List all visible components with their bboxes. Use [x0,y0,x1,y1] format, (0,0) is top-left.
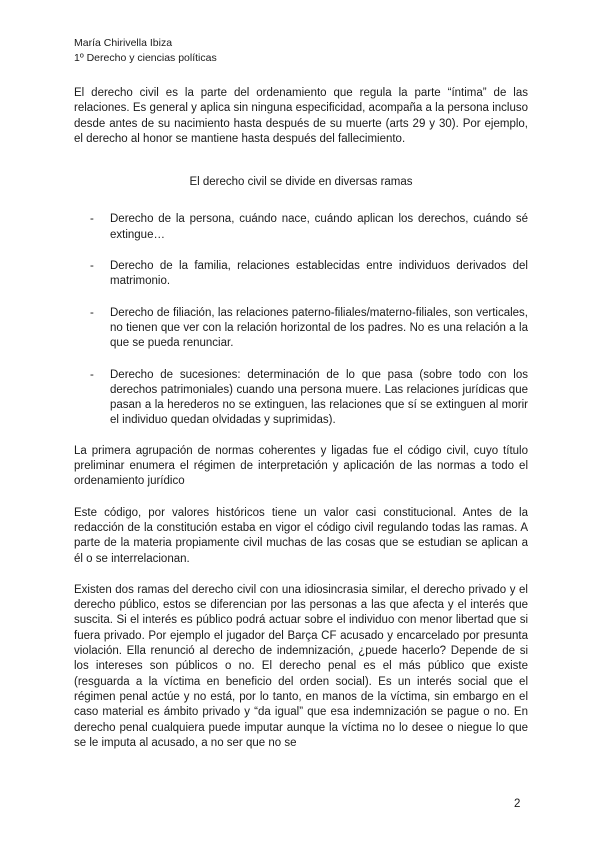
list-item-text: Derecho de la familia, relaciones establecidas entre individuos derivados del matrimonio. [110,260,528,288]
paragraph-intro: El derecho civil es la parte del ordenamiento que regula la parte “íntima” de las relaciones. Es general y aplica sin ninguna especificidad, acompaña a la persona incluso desde antes de su nacimiento hasta después de su muerte (arts 29 y 30). Por ejemplo, el derecho al honor se mantiene hasta después del fallecimiento. [74,87,528,145]
list-item [74,259,528,290]
list-item-text: Derecho de la persona, cuándo nace, cuándo aplican los derechos, cuándo sé extingue… [110,213,528,241]
page-number: 2 [514,798,521,810]
list-bullet: - [90,260,94,273]
paragraph-ramas: Existen dos ramas del derecho civil con una idiosincrasia similar, el derecho privado y el derecho público, estos se diferencian por las personas a las que afecta y el interés que suscita. Si el interés es público podrá actuar sobre el individuo con menor libertad que si fuera privado. Por ejemplo el jugador del Barça CF acusado y encarcelado por presunta violación. Ella renunció al derecho de indemnización, ¿puede hacerlo? Depende de si los intereses son públicos o no. El derecho penal es el más público que existe (resguarda a la víctima en beneficio del orden social). Es un interés social que el régimen penal actúe y no está, por lo tanto, en manos de la víctima, sin embargo en el caso material es ámbito privado y “da igual” que esa indemnización se pague o no. En derecho penal cualquiera puede imputar aunque la víctima no lo desee o niegue lo que se le imputa al acusado, a no ser que no se [74,583,528,749]
list-item [74,306,528,352]
paragraph-constitucional: Este código, por valores históricos tiene un valor casi constitucional. Antes de la redacción de la constitución estaba en vigor el código civil regulando todas las ramas. A parte de la materia propiamente civil muchas de las cosas que se estudian se aplican a él o se interrelacionan. [74,506,528,565]
list-item [74,212,528,243]
list-item-text: Derecho de filiación, las relaciones paterno-filiales/materno-filiales, son verticales, no tienen que ver con la relación horizontal de los padres. No es una relación a la que se pueda renunciar. [110,306,528,350]
list-item [74,368,528,429]
list-item-text: Derecho de sucesiones: determinación de lo que pasa (sobre todo con los derechos patrimoniales) cuando una persona muere. Las relaciones jurídicas que pasan a la herederos no se extinguen, las relaciones que sí se extinguen al morir el individuo quedan olvidadas y suprimidas). [110,368,528,427]
page-header [74,36,217,66]
list-bullet: - [90,213,94,226]
author-name: María Chirivella Ibiza [74,37,173,49]
list-bullet: - [90,368,94,381]
document-body [74,86,528,751]
paragraph-codigo-civil: La primera agrupación de normas coherentes y ligadas fue el código civil, cuyo título preliminar enumera el régimen de interpretación y aplicación de las normas a todo el ordenamiento jurídico [74,444,528,488]
branches-list [74,212,528,428]
branches-heading: El derecho civil se divide en diversas ramas [189,176,413,189]
list-bullet: - [90,306,94,319]
course-name: 1º Derecho y ciencias políticas [74,52,217,64]
